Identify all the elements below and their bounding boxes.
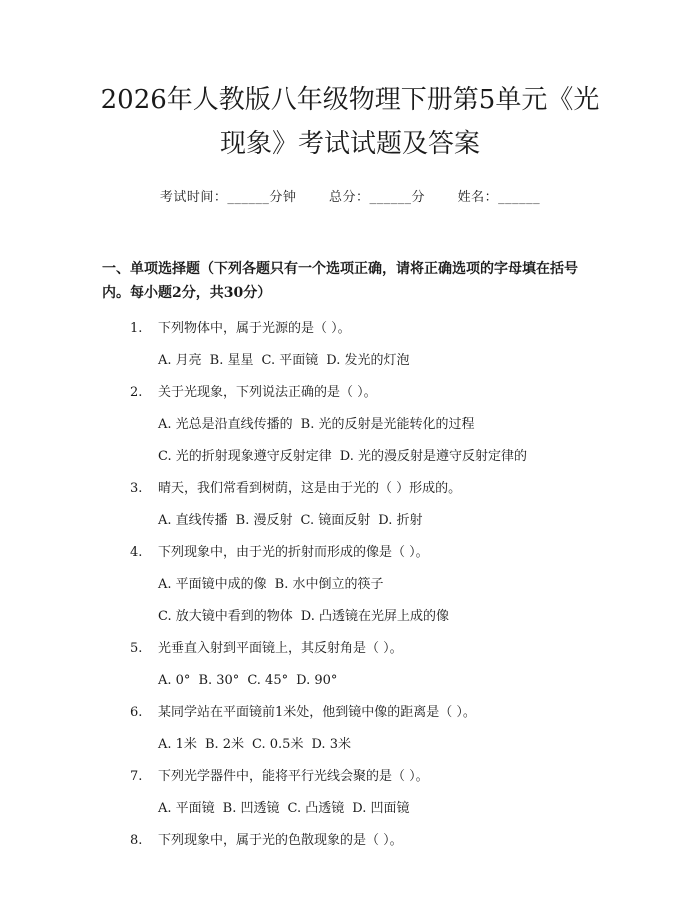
question-text: 光垂直入射到平面镜上，其反射角是（ ）。 <box>158 641 403 656</box>
question-item <box>130 697 700 729</box>
answer-option: A. 平面镜中成的像 <box>158 577 267 592</box>
question-item <box>130 825 700 857</box>
answer-option: C. 放大镜中看到的物体 <box>158 609 293 624</box>
total-score-field: 总分：______分 <box>328 190 425 205</box>
question-number: 8. <box>130 833 143 848</box>
title-line-2: 现象》考试试题及答案 <box>219 129 480 159</box>
question-list <box>0 313 700 857</box>
question-text: 下列光学器件中，能将平行光线会聚的是（ ）。 <box>158 769 429 784</box>
question-number: 3. <box>130 481 143 496</box>
option-line <box>158 729 700 761</box>
question-text: 晴天，我们常看到树荫，这是由于光的（ ）形成的。 <box>158 481 462 496</box>
question-number: 2. <box>130 385 143 400</box>
section-heading <box>102 257 600 305</box>
answer-option: D. 凸透镜在光屏上成的像 <box>300 609 449 624</box>
question-item <box>130 633 700 665</box>
answer-option: C. 镜面反射 <box>300 513 371 528</box>
section-heading-line-1: 一、单项选择题（下列各题只有一个选项正确，请将正确选项的字母填在括号 <box>102 261 578 277</box>
option-line <box>158 569 700 601</box>
answer-option: C. 45° <box>247 673 289 688</box>
question-text: 某同学站在平面镜前1米处，他到镜中像的距离是（ ）。 <box>158 705 476 720</box>
question-item <box>130 537 700 569</box>
option-line <box>158 409 700 441</box>
answer-option: A. 直线传播 <box>158 513 228 528</box>
answer-option: C. 凸透镜 <box>287 801 345 816</box>
question-item <box>130 377 700 409</box>
option-line <box>158 793 700 825</box>
exam-time-field: 考试时间：______分钟 <box>159 190 297 205</box>
answer-option: A. 平面镜 <box>158 801 215 816</box>
answer-option: B. 2米 <box>204 737 245 752</box>
answer-option: A. 0° <box>158 673 191 688</box>
answer-option: C. 平面镜 <box>261 353 319 368</box>
answer-option: A. 1米 <box>158 737 197 752</box>
student-name-field: 姓名：______ <box>457 190 541 205</box>
question-number: 5. <box>130 641 143 656</box>
option-line <box>158 665 700 697</box>
answer-option: D. 折射 <box>378 513 423 528</box>
answer-option: B. 水中倒立的筷子 <box>274 577 384 592</box>
question-number: 4. <box>130 545 143 560</box>
question-number: 1. <box>130 321 143 336</box>
answer-option: A. 月亮 <box>158 353 202 368</box>
answer-option: C. 光的折射现象遵守反射定律 <box>158 449 332 464</box>
exam-meta <box>0 186 700 205</box>
answer-option: B. 凹透镜 <box>222 801 280 816</box>
question-number: 6. <box>130 705 143 720</box>
option-line <box>158 441 700 473</box>
answer-option: D. 3米 <box>311 737 351 752</box>
answer-option: C. 0.5米 <box>252 737 304 752</box>
question-text: 下列物体中，属于光源的是（ ）。 <box>158 321 351 336</box>
title-line-1: 2026年人教版八年级物理下册第5单元《光 <box>100 85 600 115</box>
answer-option: B. 星星 <box>209 353 254 368</box>
question-text: 关于光现象，下列说法正确的是（ ）。 <box>158 385 377 400</box>
answer-option: D. 发光的灯泡 <box>326 353 410 368</box>
option-line <box>158 345 700 377</box>
question-item <box>130 313 700 345</box>
option-line <box>158 505 700 537</box>
answer-option: D. 凹面镜 <box>352 801 410 816</box>
question-text: 下列现象中，由于光的折射而形成的像是（ ）。 <box>158 545 429 560</box>
document-title <box>60 78 640 166</box>
option-line <box>158 601 700 633</box>
question-number: 7. <box>130 769 143 784</box>
section-heading-line-2: 内。每小题2分，共30分） <box>102 285 272 301</box>
answer-option: D. 光的漫反射是遵守反射定律的 <box>339 449 527 464</box>
answer-option: B. 30° <box>198 673 240 688</box>
answer-option: A. 光总是沿直线传播的 <box>158 417 293 432</box>
answer-option: B. 漫反射 <box>235 513 293 528</box>
answer-option: D. 90° <box>296 673 338 688</box>
question-item <box>130 473 700 505</box>
answer-option: B. 光的反射是光能转化的过程 <box>300 417 475 432</box>
question-item <box>130 761 700 793</box>
question-text: 下列现象中，属于光的色散现象的是（ ）。 <box>158 833 403 848</box>
